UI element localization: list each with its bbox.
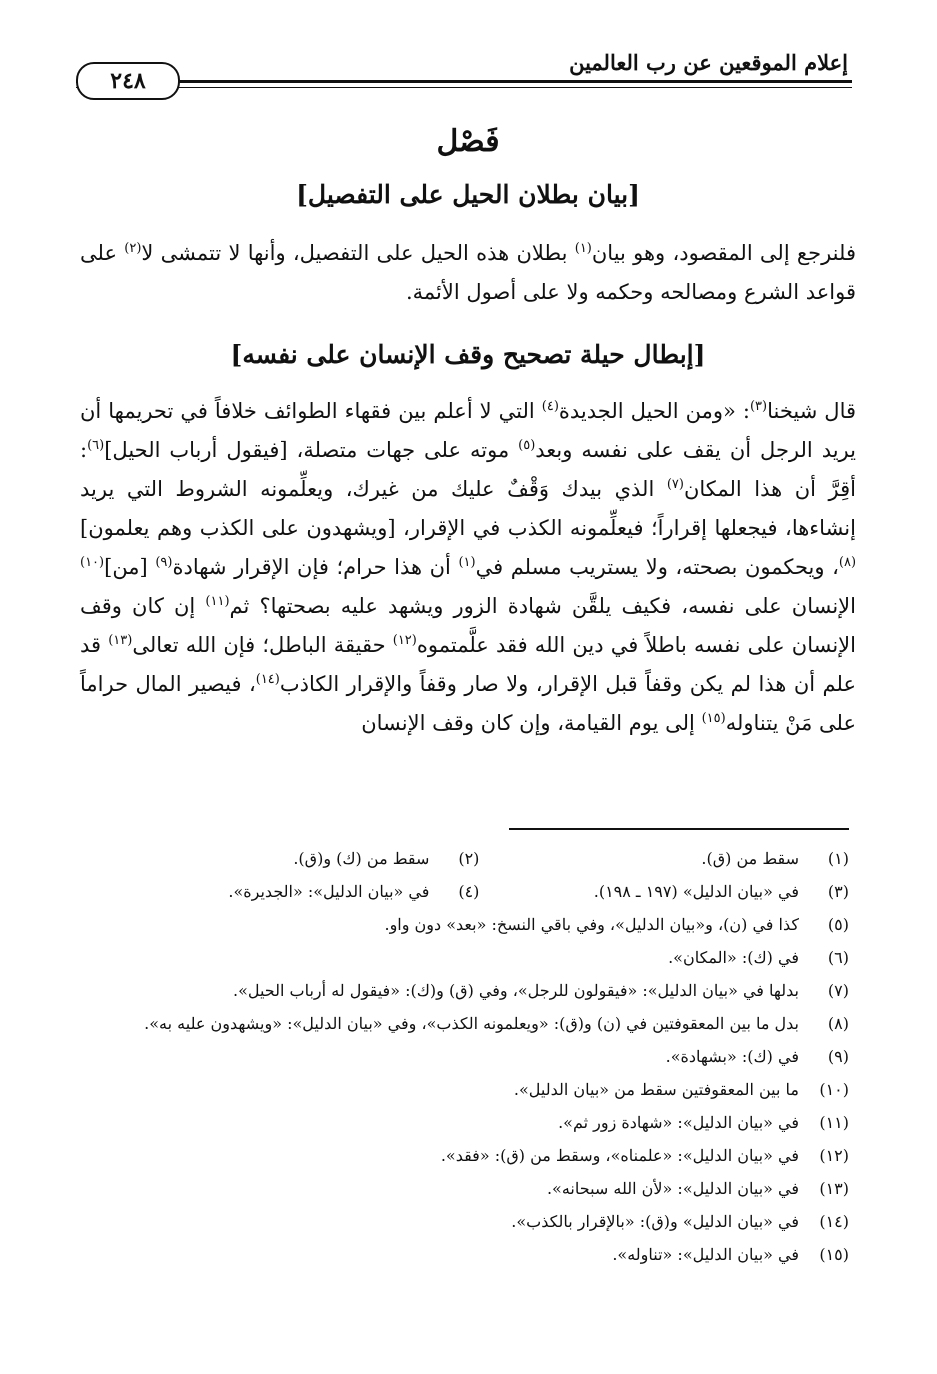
footnote-text: ما بين المعقوفتين سقط من «بيان الدليل». <box>513 1080 799 1099</box>
footnote-number: (١) <box>827 849 849 868</box>
footnote-13 <box>79 1172 849 1205</box>
footnote-marker: (١٥) <box>701 711 726 726</box>
footnote-text: في (ك): «بشهادة». <box>665 1047 799 1066</box>
body-text: على قواعد الشرع ومصالحه وحكمه ولا على أصول الأئمة. <box>80 241 856 304</box>
footnote-text: في «بيان الدليل»: «شهادة زور ثم». <box>558 1113 799 1132</box>
footnote-number: (٢) <box>458 849 480 868</box>
footnote-marker: (١) <box>458 555 476 570</box>
footnote-marker: (٥) <box>518 438 536 453</box>
body-text: أن هذا حرام؛ فإن الإقرار شهادة <box>172 555 459 579</box>
footnote-text: بدلها في «بيان الدليل»: «فيقولون للرجل»، وفي (ق) و(ك): «فيقول له أرباب الحيل». <box>232 981 799 1000</box>
footnote-number: (١١) <box>819 1113 849 1132</box>
footnote-5 <box>79 908 849 941</box>
footnote-number: (٨) <box>827 1014 849 1033</box>
page-header <box>76 44 852 100</box>
body-text: ، ويحكمون بصحته، ولا يستريب مسلم في <box>475 555 839 579</box>
footnote-number: (٤) <box>458 882 480 901</box>
body-text: قال شيخنا <box>767 399 857 423</box>
body-text: [من] <box>104 555 156 579</box>
footnote-number: (٣) <box>827 882 849 901</box>
footnote-row <box>79 875 849 908</box>
footnote-text: في «بيان الدليل»: «الجديرة». <box>228 882 430 901</box>
footnote-number: (١٥) <box>819 1245 849 1264</box>
footnote-marker: (٤) <box>541 399 559 414</box>
running-title: إعلام الموقعين عن رب العالمين <box>569 50 848 75</box>
body-text: : أقِرَّ أن هذا المكان <box>80 438 856 501</box>
footnote-2 <box>110 842 480 875</box>
footnote-text: في (ك): «المكان». <box>668 948 799 967</box>
footnote-marker: (٨) <box>838 555 857 570</box>
footnote-1 <box>479 842 849 875</box>
header-rule-thin <box>76 87 852 88</box>
footnote-14 <box>79 1205 849 1238</box>
footnote-number: (١٣) <box>819 1179 849 1198</box>
subheading-invalidity-of-tricks: [بيان بطلان الحيل على التفصيل] <box>296 180 640 209</box>
body-text: : «ومن الحيل الجديدة <box>558 399 750 423</box>
footnote-number: (٦) <box>827 948 849 967</box>
body-text: الإنسان على نفسه، فكيف يلقَّن شهادة الزور ويشهد عليه بصحتها؟ ثم <box>229 594 856 618</box>
footnote-marker: (١٤) <box>255 672 280 687</box>
footnotes <box>79 842 849 1271</box>
body-text: موته على جهات متصلة، [فيقول أرباب الحيل] <box>104 438 519 462</box>
footnote-3 <box>479 875 849 908</box>
footnote-number: (٧) <box>827 981 849 1000</box>
footnote-12 <box>79 1139 849 1172</box>
body-text: بطلان هذه الحيل على التفصيل، وأنها لا تتمشى لا <box>141 241 575 265</box>
footnote-text: سقط من (ك) و(ق). <box>293 849 430 868</box>
body-text: فلنرجع إلى المقصود، وهو بيان <box>591 241 856 265</box>
footnote-text: في «بيان الدليل» و(ق): «بالإقرار بالكذب». <box>511 1212 799 1231</box>
footnote-text: كذا في (ن)، و«بيان الدليل»، وفي باقي النسخ: «بعد» دون واو. <box>384 915 799 934</box>
body-text: حقيقة الباطل؛ فإن الله تعالى <box>132 633 393 657</box>
footnote-text: سقط من (ق). <box>701 849 799 868</box>
footnote-10 <box>79 1073 849 1106</box>
paragraph-intro <box>80 234 856 312</box>
footnote-marker: (١٢) <box>392 633 417 648</box>
footnote-marker: (٣) <box>749 399 768 414</box>
footnote-text: بدل ما بين المعقوفتين في (ن) و(ق): «ويعلمونه الكذب»، وفي «بيان الدليل»: «ويشهدون عليه به». <box>144 1014 799 1033</box>
footnote-8 <box>79 1007 849 1040</box>
section-heading: فَصْل <box>436 124 500 159</box>
footnote-marker: (١) <box>574 241 592 256</box>
footnote-marker: (١٣) <box>108 633 133 648</box>
body-text: إن كان وقف الإنسان على نفسه باطلاً في دين الله فقد علَّمتموه <box>80 594 856 657</box>
footnote-number: (٥) <box>827 915 849 934</box>
footnote-4 <box>110 875 480 908</box>
body-text: قد علم أن هذا لم يكن وقفاً قبل الإقرار، ولا صار وقفاً والإقرار الكاذب <box>80 633 856 696</box>
body-text: إلى يوم القيامة، وإن كان وقف الإنسان <box>361 711 702 735</box>
footnote-7 <box>79 974 849 1007</box>
header-rule-thick <box>76 80 852 83</box>
subheading-waqf-trick: [إبطال حيلة تصحيح وقف الإنسان على نفسه] <box>230 340 706 369</box>
footnote-text: في «بيان الدليل»: «تناوله». <box>612 1245 799 1264</box>
footnote-marker: (٢) <box>124 241 142 256</box>
footnote-separator <box>509 828 849 830</box>
body-text: الذي بيدك وَقْفٌ عليك من غيرك، ويعلِّمونه الشروط التي يريد إنشاءها، فيجعلها إقراراً؛ فيعلِّمونه الكذب في الإقرار، [ويشهدون على الكذب وهم يعلمون] <box>80 477 856 540</box>
footnote-marker: (١٠) <box>80 555 105 570</box>
footnote-number: (١٠) <box>819 1080 849 1099</box>
footnote-text: في «بيان الدليل» (١٩٧ ـ ١٩٨). <box>593 882 799 901</box>
body-text: التي لا أعلم بين فقهاء الطوائف خلافاً في تحريمها أن يريد الرجل أن يقف على نفسه وبعد <box>80 399 856 462</box>
footnote-9 <box>79 1040 849 1073</box>
footnote-marker: (٦) <box>87 438 105 453</box>
footnote-row <box>79 842 849 875</box>
footnote-number: (٩) <box>827 1047 849 1066</box>
footnote-number: (١٢) <box>819 1146 849 1165</box>
footnote-11 <box>79 1106 849 1139</box>
footnote-marker: (٩) <box>155 555 173 570</box>
footnote-15 <box>79 1238 849 1271</box>
footnote-text: في «بيان الدليل»: «علمناه»، وسقط من (ق): «فقد». <box>440 1146 799 1165</box>
footnote-marker: (٧) <box>666 477 684 492</box>
footnote-number: (١٤) <box>819 1212 849 1231</box>
footnote-marker: (١١) <box>205 594 230 609</box>
footnote-6 <box>79 941 849 974</box>
footnote-text: في «بيان الدليل»: «لأن الله سبحانه». <box>546 1179 799 1198</box>
body-text: ، فيصير المال حراماً على مَنْ يتناوله <box>80 672 856 735</box>
paragraph-waqf <box>80 392 856 743</box>
page-number: ٢٤٨ <box>76 62 180 100</box>
